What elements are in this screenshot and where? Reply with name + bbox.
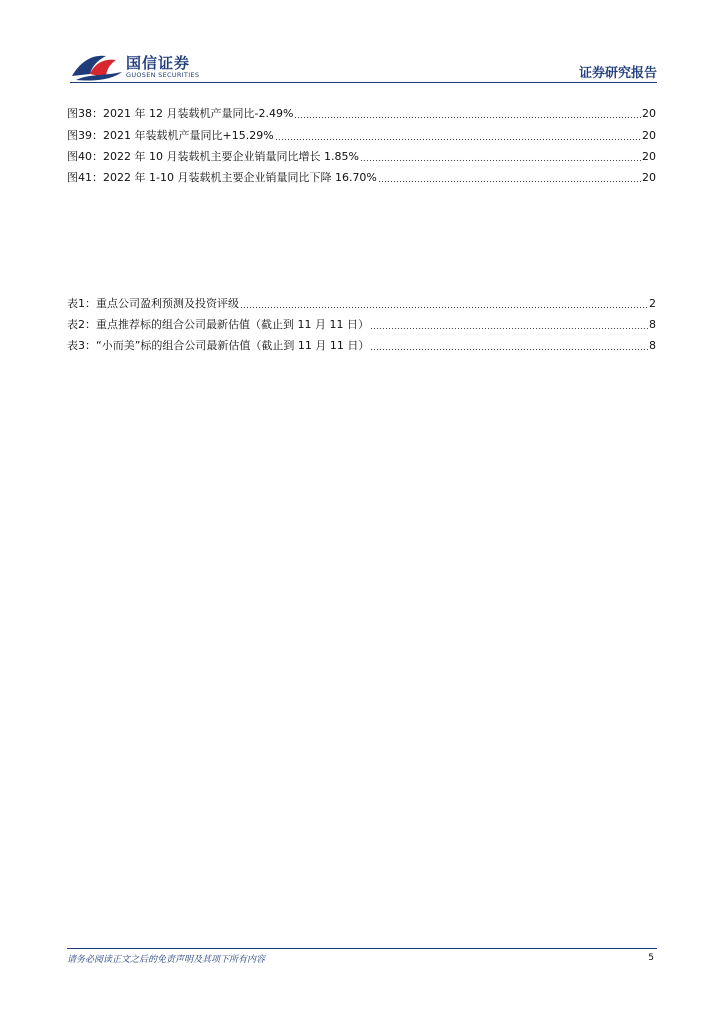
toc-entry-title: 重点公司盈利预测及投资评级 [96,297,239,310]
guosen-logo [70,50,270,84]
toc-entry-page: 8 [649,339,656,352]
toc-entry-page: 8 [649,318,656,331]
toc-entry-title: 2021 年 12 月装载机产量同比-2.49% [103,107,294,120]
toc-entry-figure[interactable] [67,167,656,185]
footer-page-number: 5 [648,953,654,963]
toc-leader-dots [378,173,641,183]
page-header [0,0,724,90]
toc-entry-label: 表1： [67,297,96,310]
guosen-logo-mark-icon [70,50,128,84]
toc-leader-dots [370,320,648,330]
toc-entry-figure[interactable] [67,125,656,143]
header-divider [70,82,657,83]
toc-entry-table[interactable] [67,314,656,332]
toc-entry-title: 2022 年 10 月装载机主要企业销量同比增长 1.85% [103,150,359,163]
toc-entry-table[interactable] [67,335,656,353]
toc-leader-dots [294,109,641,119]
toc-entry-figure[interactable] [67,103,656,121]
toc-entry-label: 图40： [67,150,103,163]
toc-entry-label: 图41： [67,171,103,184]
toc-entry-label: 表3： [67,339,96,352]
toc-entry-title: 重点推荐标的组合公司最新估值（截止到 11 月 11 日） [96,318,369,331]
toc-entry-page: 20 [642,129,656,142]
footer-disclaimer: 请务必阅读正文之后的免责声明及其项下所有内容 [67,955,266,965]
toc-leader-dots [360,152,641,162]
toc-leader-dots [240,299,648,309]
brand-name-cn: 国信证券 [126,54,191,72]
toc-entry-label: 图38： [67,107,103,120]
toc-entry-label: 图39： [67,129,103,142]
toc-entry-title: “小而美”标的组合公司最新估值（截止到 11 月 11 日） [96,339,370,352]
toc-entry-page: 20 [642,150,656,163]
toc-entry-table[interactable] [67,293,656,311]
toc-entry-label: 表2： [67,318,96,331]
toc-leader-dots [370,341,648,351]
toc-entry-page: 20 [642,107,656,120]
toc-entry-page: 20 [642,171,656,184]
toc-entry-figure[interactable] [67,146,656,164]
toc-entry-page: 2 [649,297,656,310]
brand-name-en: GUOSEN SECURITIES [126,71,200,79]
report-type-label: 证券研究报告 [578,66,657,81]
toc-entry-title: 2022 年 1-10 月装载机主要企业销量同比下降 16.70% [103,171,377,184]
toc-leader-dots [275,131,641,141]
toc-entry-title: 2021 年装载机产量同比+15.29% [103,129,274,142]
footer-divider [67,948,657,949]
